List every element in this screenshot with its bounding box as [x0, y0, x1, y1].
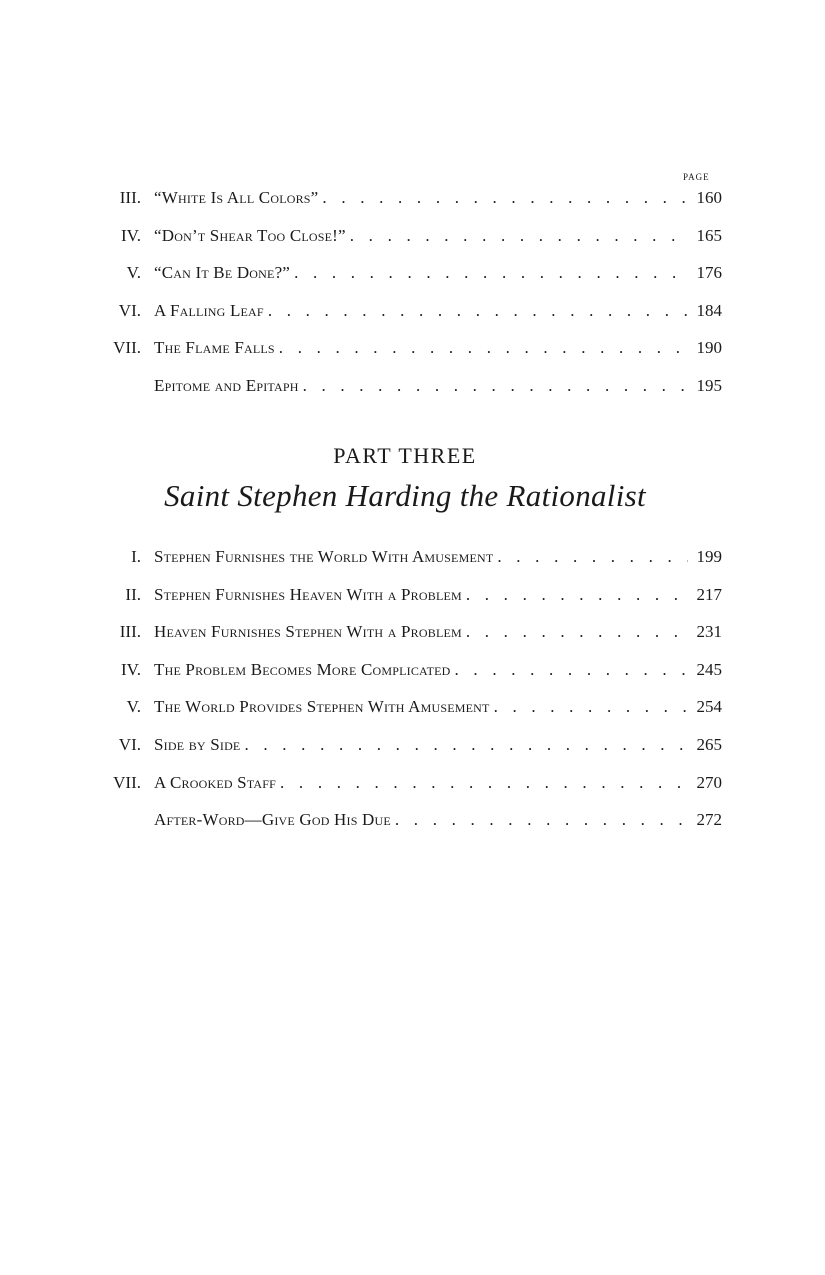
chapter-number: VII.: [113, 338, 141, 358]
dot-leader: [497, 547, 688, 567]
toc-entry[interactable]: [100, 773, 722, 811]
chapter-title: The Flame Falls: [154, 338, 275, 358]
dot-leader: [494, 697, 688, 717]
page-number: 176: [696, 263, 722, 283]
dot-leader: [466, 585, 688, 605]
toc-entry[interactable]: [100, 188, 722, 226]
chapter-title: Epitome and Epitaph: [154, 375, 299, 395]
chapter-number: IV.: [121, 225, 141, 245]
toc-entry[interactable]: [100, 622, 722, 660]
toc-entry[interactable]: [100, 226, 722, 264]
toc-entry[interactable]: [100, 660, 722, 698]
chapter-number: III.: [119, 188, 141, 207]
chapter-title: The Problem Becomes More Complicated: [154, 659, 451, 679]
chapter-number: II.: [125, 584, 141, 604]
chapter-title: The World Provides Stephen With Amusement: [154, 697, 490, 717]
toc-entry[interactable]: [100, 376, 722, 414]
page-number: 231: [696, 622, 722, 642]
dot-leader: [350, 226, 688, 246]
toc-entry[interactable]: [100, 585, 722, 623]
toc-entry[interactable]: [100, 338, 722, 376]
chapter-title: “Can It Be Done?”: [154, 263, 291, 283]
dot-leader: [395, 810, 688, 830]
page-number: 199: [696, 547, 722, 566]
page-number: 254: [696, 697, 722, 717]
chapter-title: “White Is All Colors”: [154, 188, 319, 207]
dot-leader: [322, 188, 688, 208]
page-number: 265: [696, 734, 722, 754]
part-heading: PART THREE: [333, 443, 477, 468]
toc-entry[interactable]: [100, 735, 722, 773]
part-subtitle: Saint Stephen Harding the Rationalist: [164, 478, 646, 513]
chapter-title: A Falling Leaf: [154, 300, 264, 320]
dot-leader: [279, 338, 688, 358]
dot-leader: [280, 773, 688, 793]
page-number: 184: [696, 300, 722, 320]
dot-leader: [294, 263, 688, 283]
dot-leader: [244, 735, 688, 755]
page-number: 245: [696, 659, 722, 679]
page-column-label: page: [683, 168, 710, 183]
chapter-title: A Crooked Staff: [154, 772, 277, 792]
chapter-title: After-Word—Give God His Due: [154, 810, 391, 830]
chapter-title: Heaven Furnishes Stephen With a Problem: [154, 622, 462, 642]
toc-entry[interactable]: [100, 697, 722, 735]
dot-leader: [455, 660, 688, 680]
page-number: 165: [696, 225, 722, 245]
dot-leader: [303, 376, 688, 396]
chapter-title: Stephen Furnishes the World With Amusement: [154, 547, 494, 566]
toc-entry[interactable]: [100, 810, 722, 848]
chapter-title: “Don’t Shear Too Close!”: [154, 225, 346, 245]
chapter-number: VII.: [113, 772, 141, 792]
chapter-number: V.: [126, 263, 141, 283]
toc-entry[interactable]: [100, 547, 722, 585]
page-number: 160: [696, 188, 722, 207]
toc-list-part-three: [100, 547, 722, 848]
chapter-number: I.: [131, 547, 141, 566]
page-number: 272: [696, 810, 722, 830]
toc-entry[interactable]: [100, 263, 722, 301]
chapter-number: IV.: [121, 659, 141, 679]
chapter-number: V.: [126, 697, 141, 717]
chapter-number: VI.: [118, 300, 141, 320]
page-number: 217: [696, 584, 722, 604]
toc-entry[interactable]: [100, 301, 722, 339]
chapter-number: VI.: [118, 734, 141, 754]
page-number: 195: [696, 375, 722, 395]
dot-leader: [268, 301, 688, 321]
dot-leader: [466, 622, 688, 642]
chapter-number: III.: [119, 622, 141, 642]
chapter-title: Side by Side: [154, 734, 241, 754]
page-number: 270: [696, 772, 722, 792]
page-number: 190: [696, 338, 722, 358]
toc-list-part-two: [100, 188, 722, 414]
chapter-title: Stephen Furnishes Heaven With a Problem: [154, 584, 462, 604]
